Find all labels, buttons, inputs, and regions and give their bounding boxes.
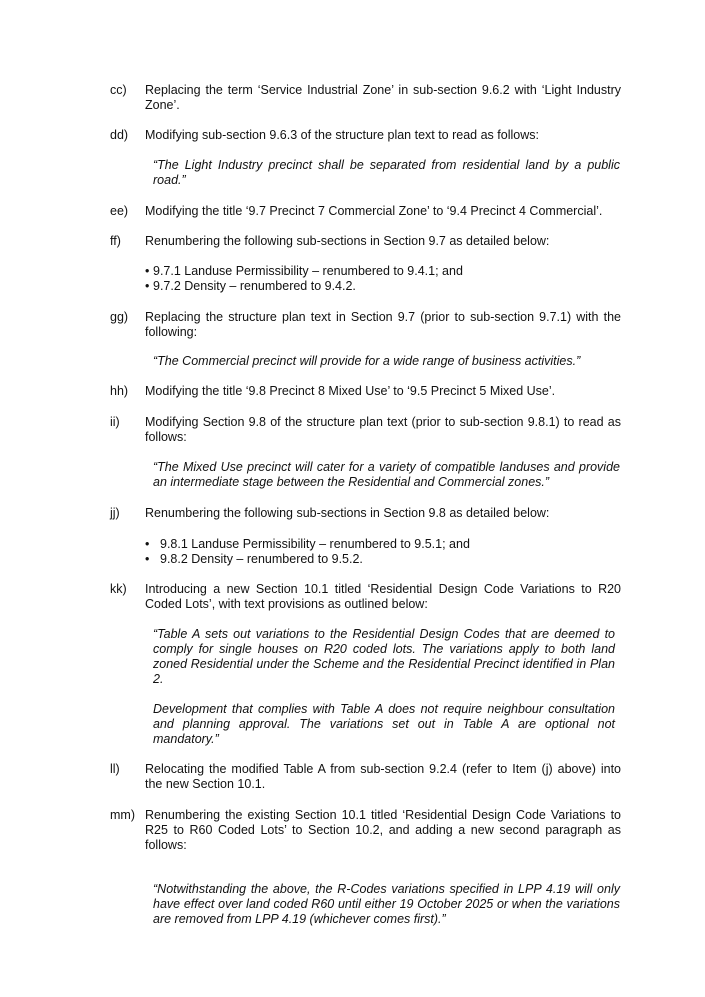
item-text: Replacing the term ‘Service Industrial Zone’ in sub-section 9.6.2 with ‘Light Industry Zone’.	[145, 83, 621, 112]
item-text: Relocating the modified Table A from sub-section 9.2.4 (refer to Item (j) above) into the new Section 10.1.	[145, 762, 621, 791]
bullet-list	[145, 264, 463, 294]
item-text: Renumbering the following sub-sections in Section 9.7 as detailed below:	[145, 234, 550, 248]
item-text: Modifying the title ‘9.8 Precinct 8 Mixed Use’ to ‘9.5 Precinct 5 Mixed Use’.	[145, 384, 556, 398]
item-quote: “The Mixed Use precinct will cater for a variety of compatible landuses and provide an intermediate stage between the Residential and Commercial zones.”	[153, 460, 620, 489]
item-label: ff)	[110, 234, 121, 248]
bullet-list	[145, 537, 470, 567]
item-label: ll)	[110, 762, 120, 776]
item-quote: “The Light Industry precinct shall be separated from residential land by a public road.”	[153, 158, 620, 187]
bullet-item: • 9.8.2 Density – renumbered to 9.5.2.	[145, 552, 470, 567]
item-text: Modifying the title ‘9.7 Precinct 7 Commercial Zone’ to ‘9.4 Precinct 4 Commercial’.	[145, 204, 603, 218]
item-text: Renumbering the existing Section 10.1 titled ‘Residential Design Code Variations to R25 to R60 Coded Lots’ to Section 10.2, and adding a new second paragraph as follows:	[145, 808, 621, 852]
item-label: ee)	[110, 204, 129, 218]
item-text: Introducing a new Section 10.1 titled ‘Residential Design Code Variations to R20 Coded Lots’, with text provisions as outlined below:	[145, 582, 621, 611]
item-label: mm)	[110, 808, 135, 822]
bullet-item: • 9.8.1 Landuse Permissibility – renumbered to 9.5.1; and	[145, 537, 470, 552]
item-quote: “Table A sets out variations to the Residential Design Codes that are deemed to comply for single houses on R20 coded lots. The variations apply to both land zoned Residential under the Scheme and the Residential Precinct identified in Plan 2.	[153, 627, 615, 686]
bullet-item: • 9.7.1 Landuse Permissibility – renumbered to 9.4.1; and	[145, 264, 463, 279]
item-text: Modifying Section 9.8 of the structure plan text (prior to sub-section 9.8.1) to read as follows:	[145, 415, 621, 444]
bullet-item: • 9.7.2 Density – renumbered to 9.4.2.	[145, 279, 463, 294]
item-text: Modifying sub-section 9.6.3 of the structure plan text to read as follows:	[145, 128, 539, 142]
item-label: dd)	[110, 128, 129, 142]
item-label: jj)	[110, 506, 120, 520]
item-text: Renumbering the following sub-sections in Section 9.8 as detailed below:	[145, 506, 550, 520]
item-label: kk)	[110, 582, 127, 596]
item-label: ii)	[110, 415, 120, 429]
item-text: Replacing the structure plan text in Section 9.7 (prior to sub-section 9.7.1) with the following:	[145, 310, 621, 339]
item-quote: “Notwithstanding the above, the R-Codes variations specified in LPP 4.19 will only have effect over land coded R60 until either 19 October 2025 or when the variations are removed from LPP 4.19 (whichever comes first).”	[153, 882, 620, 926]
item-quote-continued: Development that complies with Table A does not require neighbour consultation and planning approval. The variations set out in Table A are optional not mandatory.”	[153, 702, 615, 746]
item-quote: “The Commercial precinct will provide for a wide range of business activities.”	[153, 354, 581, 368]
item-label: hh)	[110, 384, 129, 398]
item-label: cc)	[110, 83, 127, 97]
item-label: gg)	[110, 310, 129, 324]
